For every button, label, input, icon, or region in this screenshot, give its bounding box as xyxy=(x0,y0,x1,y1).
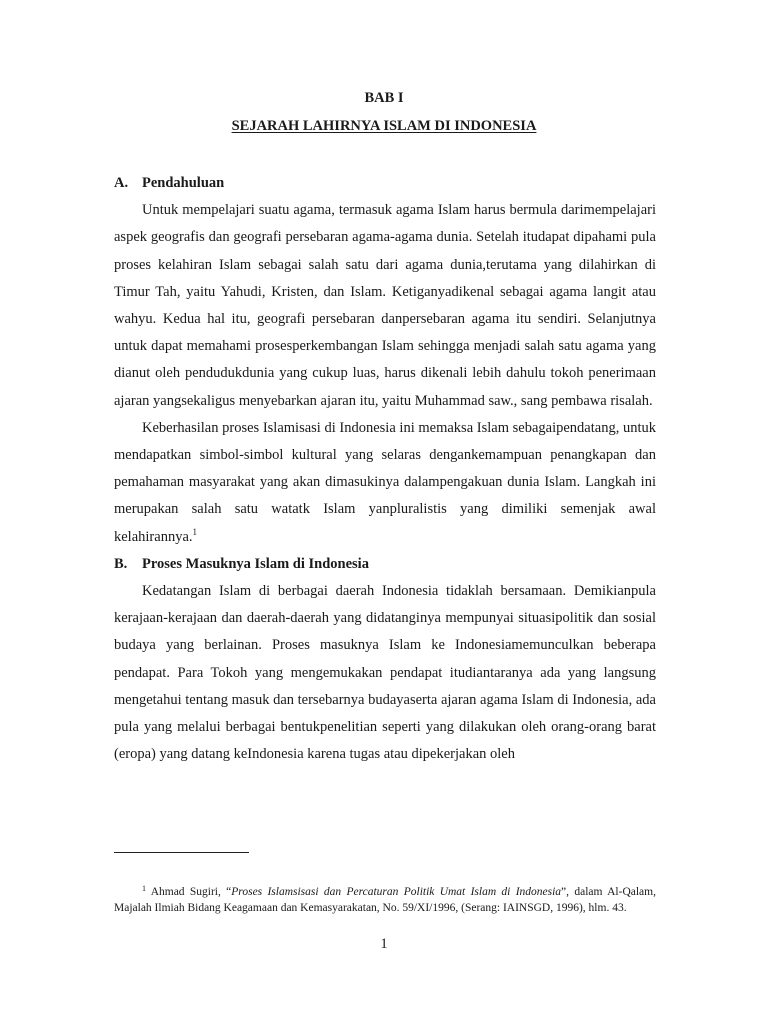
chapter-title: SEJARAH LAHIRNYA ISLAM DI INDONESIA xyxy=(231,118,537,134)
page-number: 1 xyxy=(380,936,388,952)
chapter-number: BAB I xyxy=(364,90,404,106)
footnote-author: Ahmad Sugiri, “ xyxy=(150,886,232,898)
section-heading-b xyxy=(114,551,656,578)
paragraph-text: Keberhasilan proses Islamisasi di Indonesia ini memaksa Islam sebagaipendatang, untuk mendapatkan simbol-simbol kultural yang selaras dengankemampuan penangkapan dan pemahaman masyarakat yang akan dimasukinya dalampengakuan dunia Islam. Langkah ini merupakan salah satu watatk Islam yanpluralistis yang dimiliki semenjak awal kelahirannya. xyxy=(114,419,656,545)
section-marker: B. xyxy=(114,555,128,572)
section-heading-a xyxy=(114,170,656,197)
paragraph: Untuk mempelajari suatu agama, termasuk agama Islam harus bermula darimempelajari aspek geografis dan geografi persebaran agama-agama dunia. Setelah itudapat dipahami pula proses kelahiran Islam sebagai salah satu dari agama dunia,terutama yang dilahirkan di Timur Tah, yaitu Yahudi, Kristen, dan Islam. Ketiganyadikenal sebagai agama langit atau wahyu. Kedua hal itu, geografi persebaran danpersebaran agama itu sendiri. Selanjutnya untuk dapat memahami prosesperkembangan Islam sehingga menjadi salah satu agama yang dianut oleh pendudukdunia yang cukup luas, harus dikenali lebih dahulu tokoh penerimaan ajaran yangsekaligus menyebarkan ajaran itu, yaitu Muhammad saw., sang pembawa risalah. xyxy=(114,202,656,409)
paragraph: Kedatangan Islam di berbagai daerah Indonesia tidaklah bersamaan. Demikianpula kerajaan-kerajaan dan daerah-daerah yang didatanginya mempunyai situasipolitik dan sosial budaya yang berlainan. Proses masuknya Islam ke Indonesiamemunculkan beberapa pendapat. Para Tokoh yang mengemukakan pendapat itudiantaranya ada yang langsung mengetahui tentang masuk dan tersebarnya budayaserta ajaran agama Islam di Indonesia, ada pula yang melalui berbagai bentukpenelitian seperti yang dilakukan oleh orang-orang barat (eropa) yang datang keIndonesia karena tugas atau dipekerjakan oleh xyxy=(114,583,656,763)
footnote-reference[interactable]: 1 xyxy=(192,526,198,537)
footnote-marker: 1 xyxy=(142,884,146,893)
section-title: Pendahuluan xyxy=(142,175,225,191)
footnote xyxy=(114,884,656,917)
paragraph-with-footnote xyxy=(114,415,656,551)
footnote-title: Proses Islamsisasi dan Percaturan Politik Umat Islam di Indonesia xyxy=(231,886,562,898)
footnote-divider xyxy=(114,852,249,853)
section-marker: A. xyxy=(114,175,129,191)
document-body xyxy=(114,170,656,768)
footnote-citation: ”, dalam Al-Qalam, Majalah Ilmiah Bidang Keagamaan dan Kemasyarakatan, No. 59/XI/1996, (Serang: IAINSGD, 1996), hlm. 43. xyxy=(114,886,656,915)
section-title: Proses Masuknya Islam di Indonesia xyxy=(142,555,369,572)
